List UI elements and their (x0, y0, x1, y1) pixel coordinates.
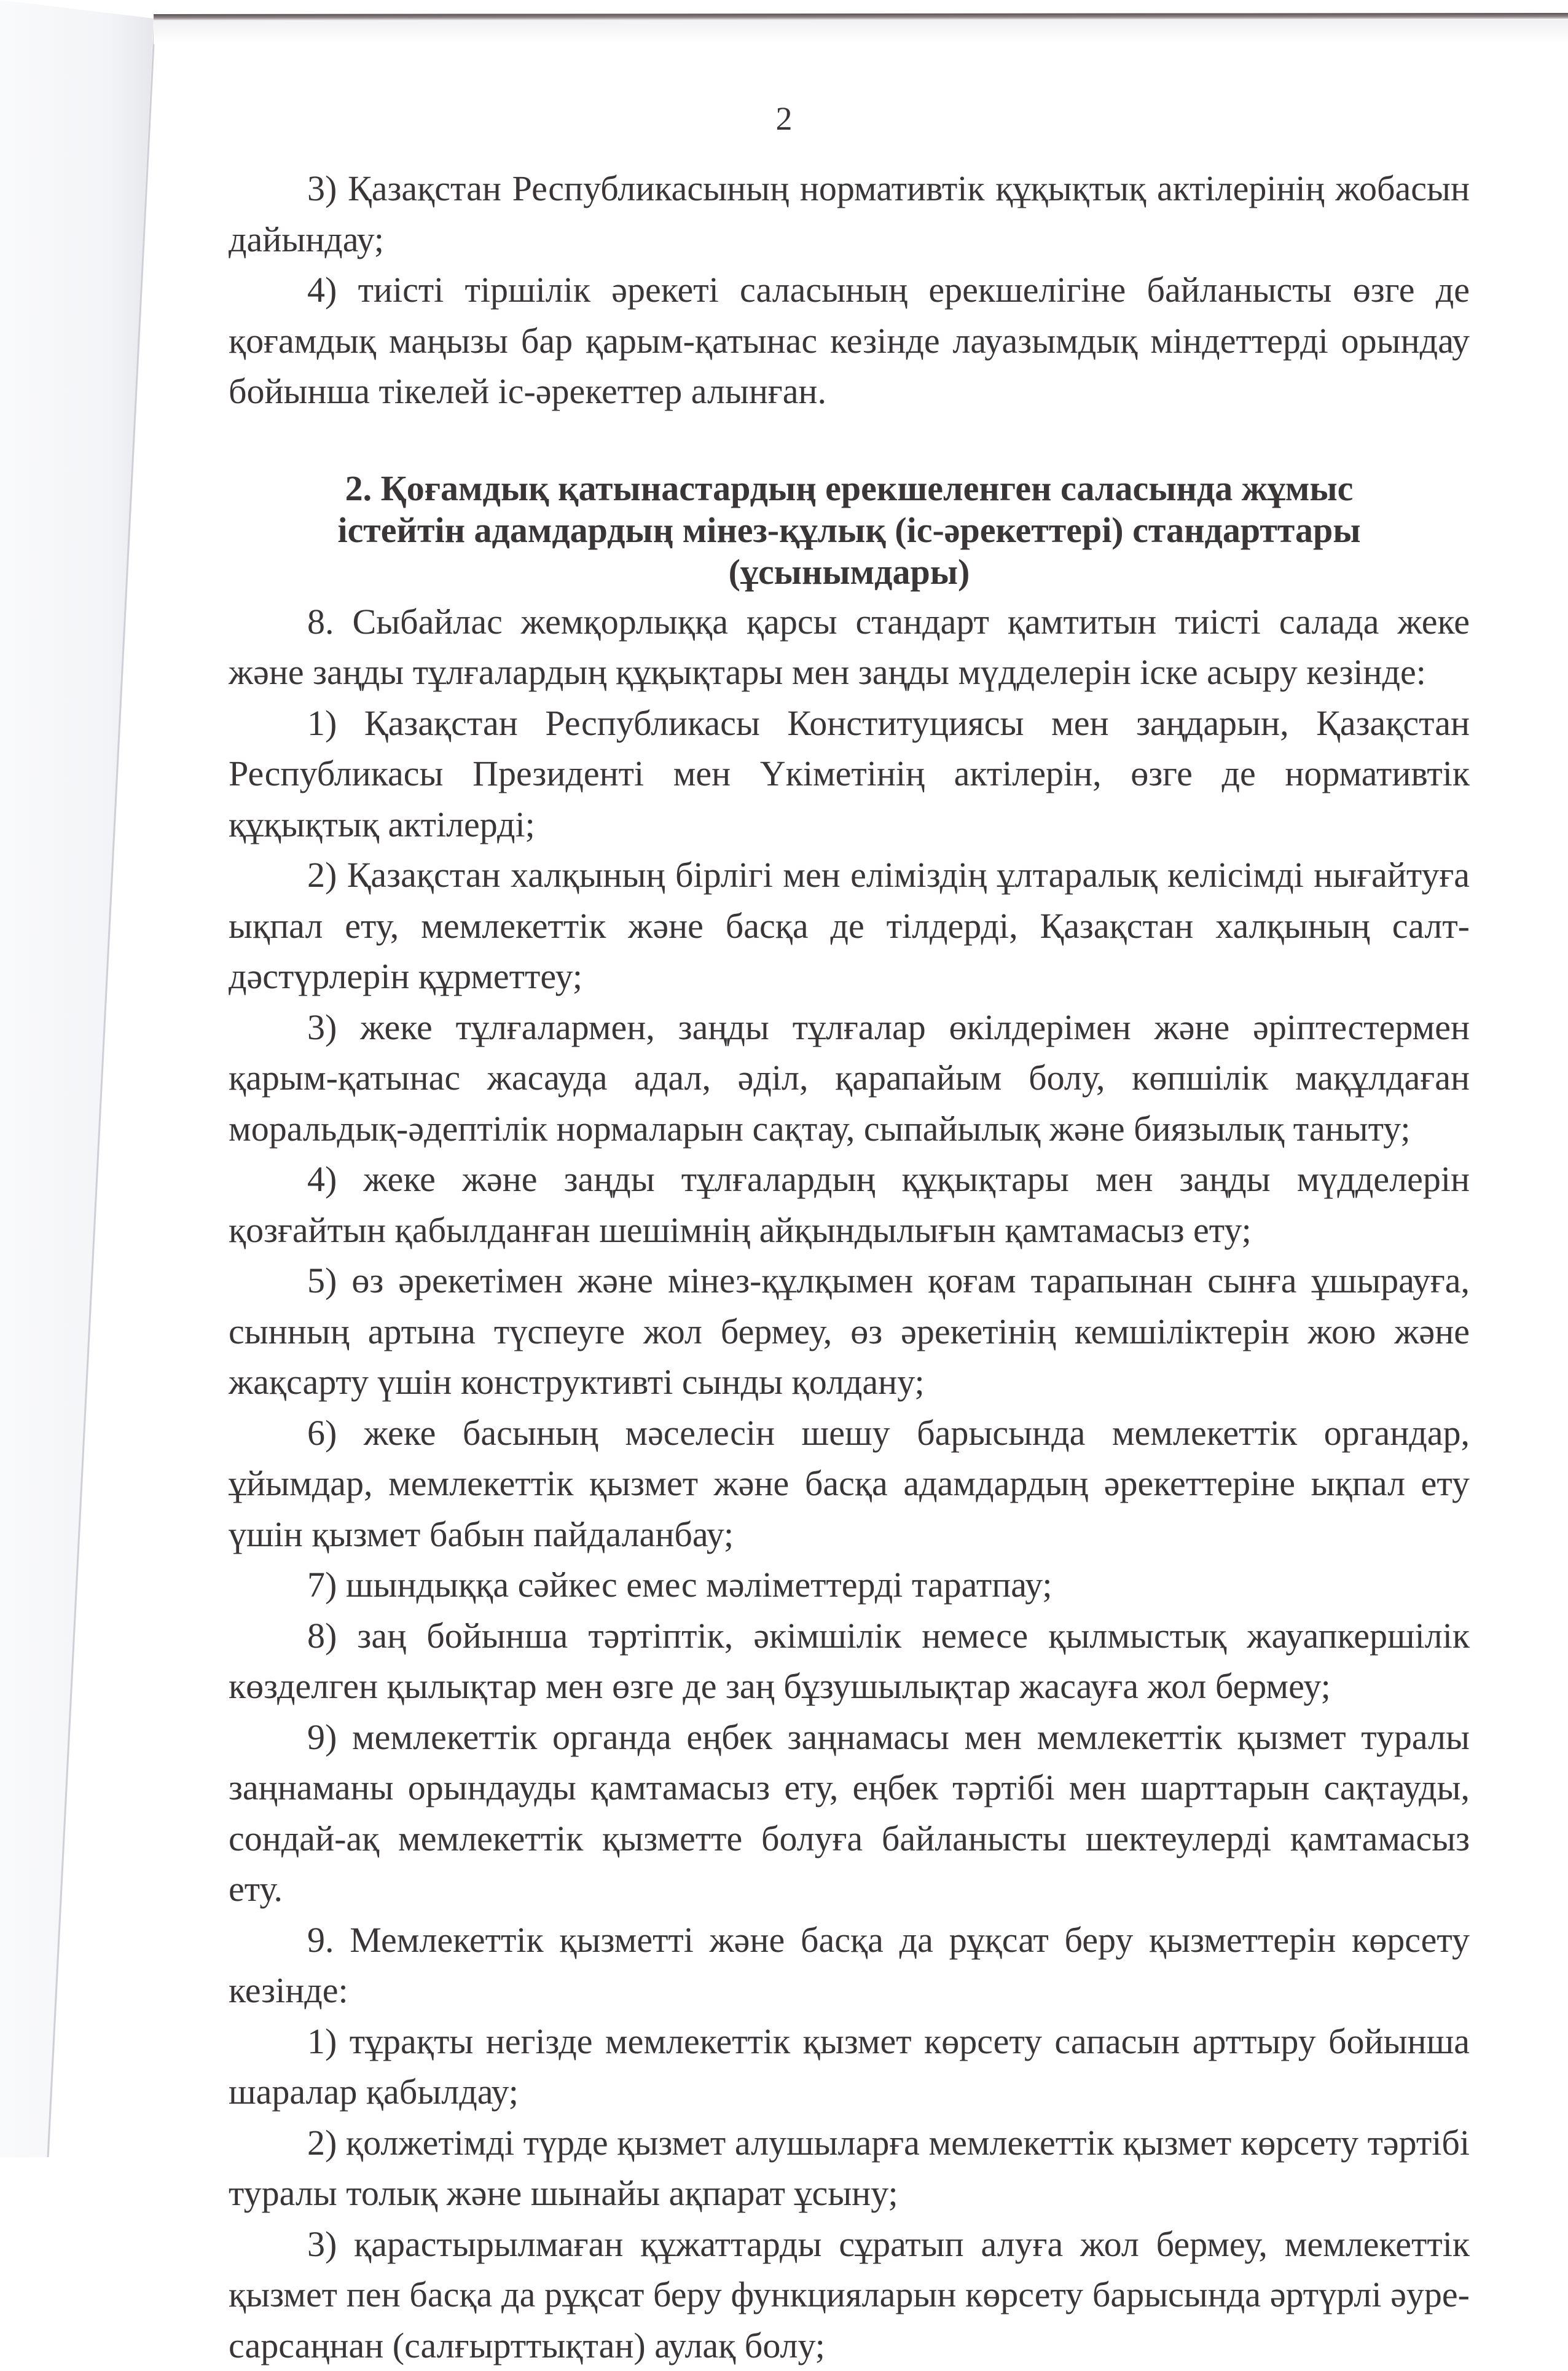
section-heading (229, 468, 1470, 593)
clause-8-item-6: 6) жеке басының мәселесін шешу барысында мемлекеттік органдар, ұйымдар, мемлекеттік қызмет және басқа адамдардың әрекеттеріне ықпал ету үшін қызмет бабын пайдаланбау; (229, 1408, 1470, 1560)
clause-8-item-2: 2) Қазақстан халқының бірлігі мен еліміздің ұлтаралық келісімді нығайтуға ықпал ету, мемлекеттік және басқа де тілдерді, Қазақстан халқының салт-дәстүрлерін құрметтеу; (229, 850, 1470, 1002)
section-heading-line-3: (ұсынымдары) (229, 551, 1470, 593)
clause-8-intro: 8. Сыбайлас жемқорлыққа қарсы стандарт қамтитын тиісті салада жеке және заңды тұлғалардың құқықтары мен заңды мүдделерін іске асыру кезінде: (229, 597, 1470, 698)
clause-8-item-4: 4) жеке және заңды тұлғалардың құқықтары мен заңды мүдделерін қозғайтын қабылданған шешімнің айқындылығын қамтамасыз ету; (229, 1154, 1470, 1256)
clause-8-item-8: 8) заң бойынша тәртіптік, әкімшілік немесе қылмыстық жауапкершілік көзделген қылықтар мен өзге де заң бұзушылықтар жасауға жол бермеу; (229, 1611, 1470, 1712)
clause-8-item-9: 9) мемлекеттік органда еңбек заңнамасы мен мемлекеттік қызмет туралы заңнаманы орындауды қамтамасыз ету, еңбек тәртібі мен шарттарын сақтауды, сондай-ақ мемлекеттік қызметте болуға байланысты шектеулерді қамтамасыз ету. (229, 1712, 1470, 1915)
intro-item-4: 4) тиісті тіршілік әрекеті саласының ерекшелігіне байланысты өзге де қоғамдық маңызы бар қарым-қатынас кезінде лауазымдық міндеттерді орындау бойынша тікелей іс-әрекеттер алынған. (229, 265, 1470, 417)
clause-8-item-5: 5) өз әрекетімен және мінез-құлқымен қоғам тарапынан сынға ұшырауға, сынның артына түспеуге жол бермеу, өз әрекетінің кемшіліктерін жою және жақсарту үшін конструктивті сынды қолдану; (229, 1256, 1470, 1408)
clause-8-item-7: 7) шындыққа сәйкес емес мәліметтерді таратпау; (229, 1560, 1470, 1611)
clause-9-item-3: 3) қарастырылмаған құжаттарды сұратып алуға жол бермеу, мемлекеттік қызмет пен басқа да рұқсат беру функцияларын көрсету барысында әртүрлі әуре-сарсаңнан (салғырттықтан) аулақ болу; (229, 2219, 1470, 2371)
clause-9-intro: 9. Мемлекеттік қызметті және басқа да рұқсат беру қызметтерін көрсету кезінде: (229, 1915, 1470, 2016)
clause-9-item-2: 2) қолжетімді түрде қызмет алушыларға мемлекеттік қызмет көрсету тәртібі туралы толық және шынайы ақпарат ұсыну; (229, 2118, 1470, 2219)
section-heading-line-1: 2. Қоғамдық қатынастардың ерекшеленген саласында жұмыс (229, 468, 1470, 509)
document-body (229, 163, 1470, 2371)
clause-8-item-3: 3) жеке тұлғалармен, заңды тұлғалар өкілдерімен және әріптестермен қарым-қатынас жасауда адал, әділ, қарапайым болу, көпшілік мақұлдаған моральдық-әдептілік нормаларын сақтау, сыпайылық және биязылық таныту; (229, 1002, 1470, 1155)
page-number: 2 (0, 97, 1568, 140)
section-heading-line-2: істейтін адамдардың мінез-құлық (іс-әрекеттері) стандарттары (229, 509, 1470, 551)
clause-8-item-1: 1) Қазақстан Республикасы Конституциясы мен заңдарын, Қазақстан Республикасы Президенті мен Үкіметінің актілерін, өзге де нормативтік құқықтық актілерді; (229, 698, 1470, 851)
intro-item-3: 3) Қазақстан Республикасының нормативтік құқықтық актілерінің жобасын дайындау; (229, 163, 1470, 265)
clause-9-item-1: 1) тұрақты негізде мемлекеттік қызмет көрсету сапасын арттыру бойынша шаралар қабылдау; (229, 2016, 1470, 2118)
